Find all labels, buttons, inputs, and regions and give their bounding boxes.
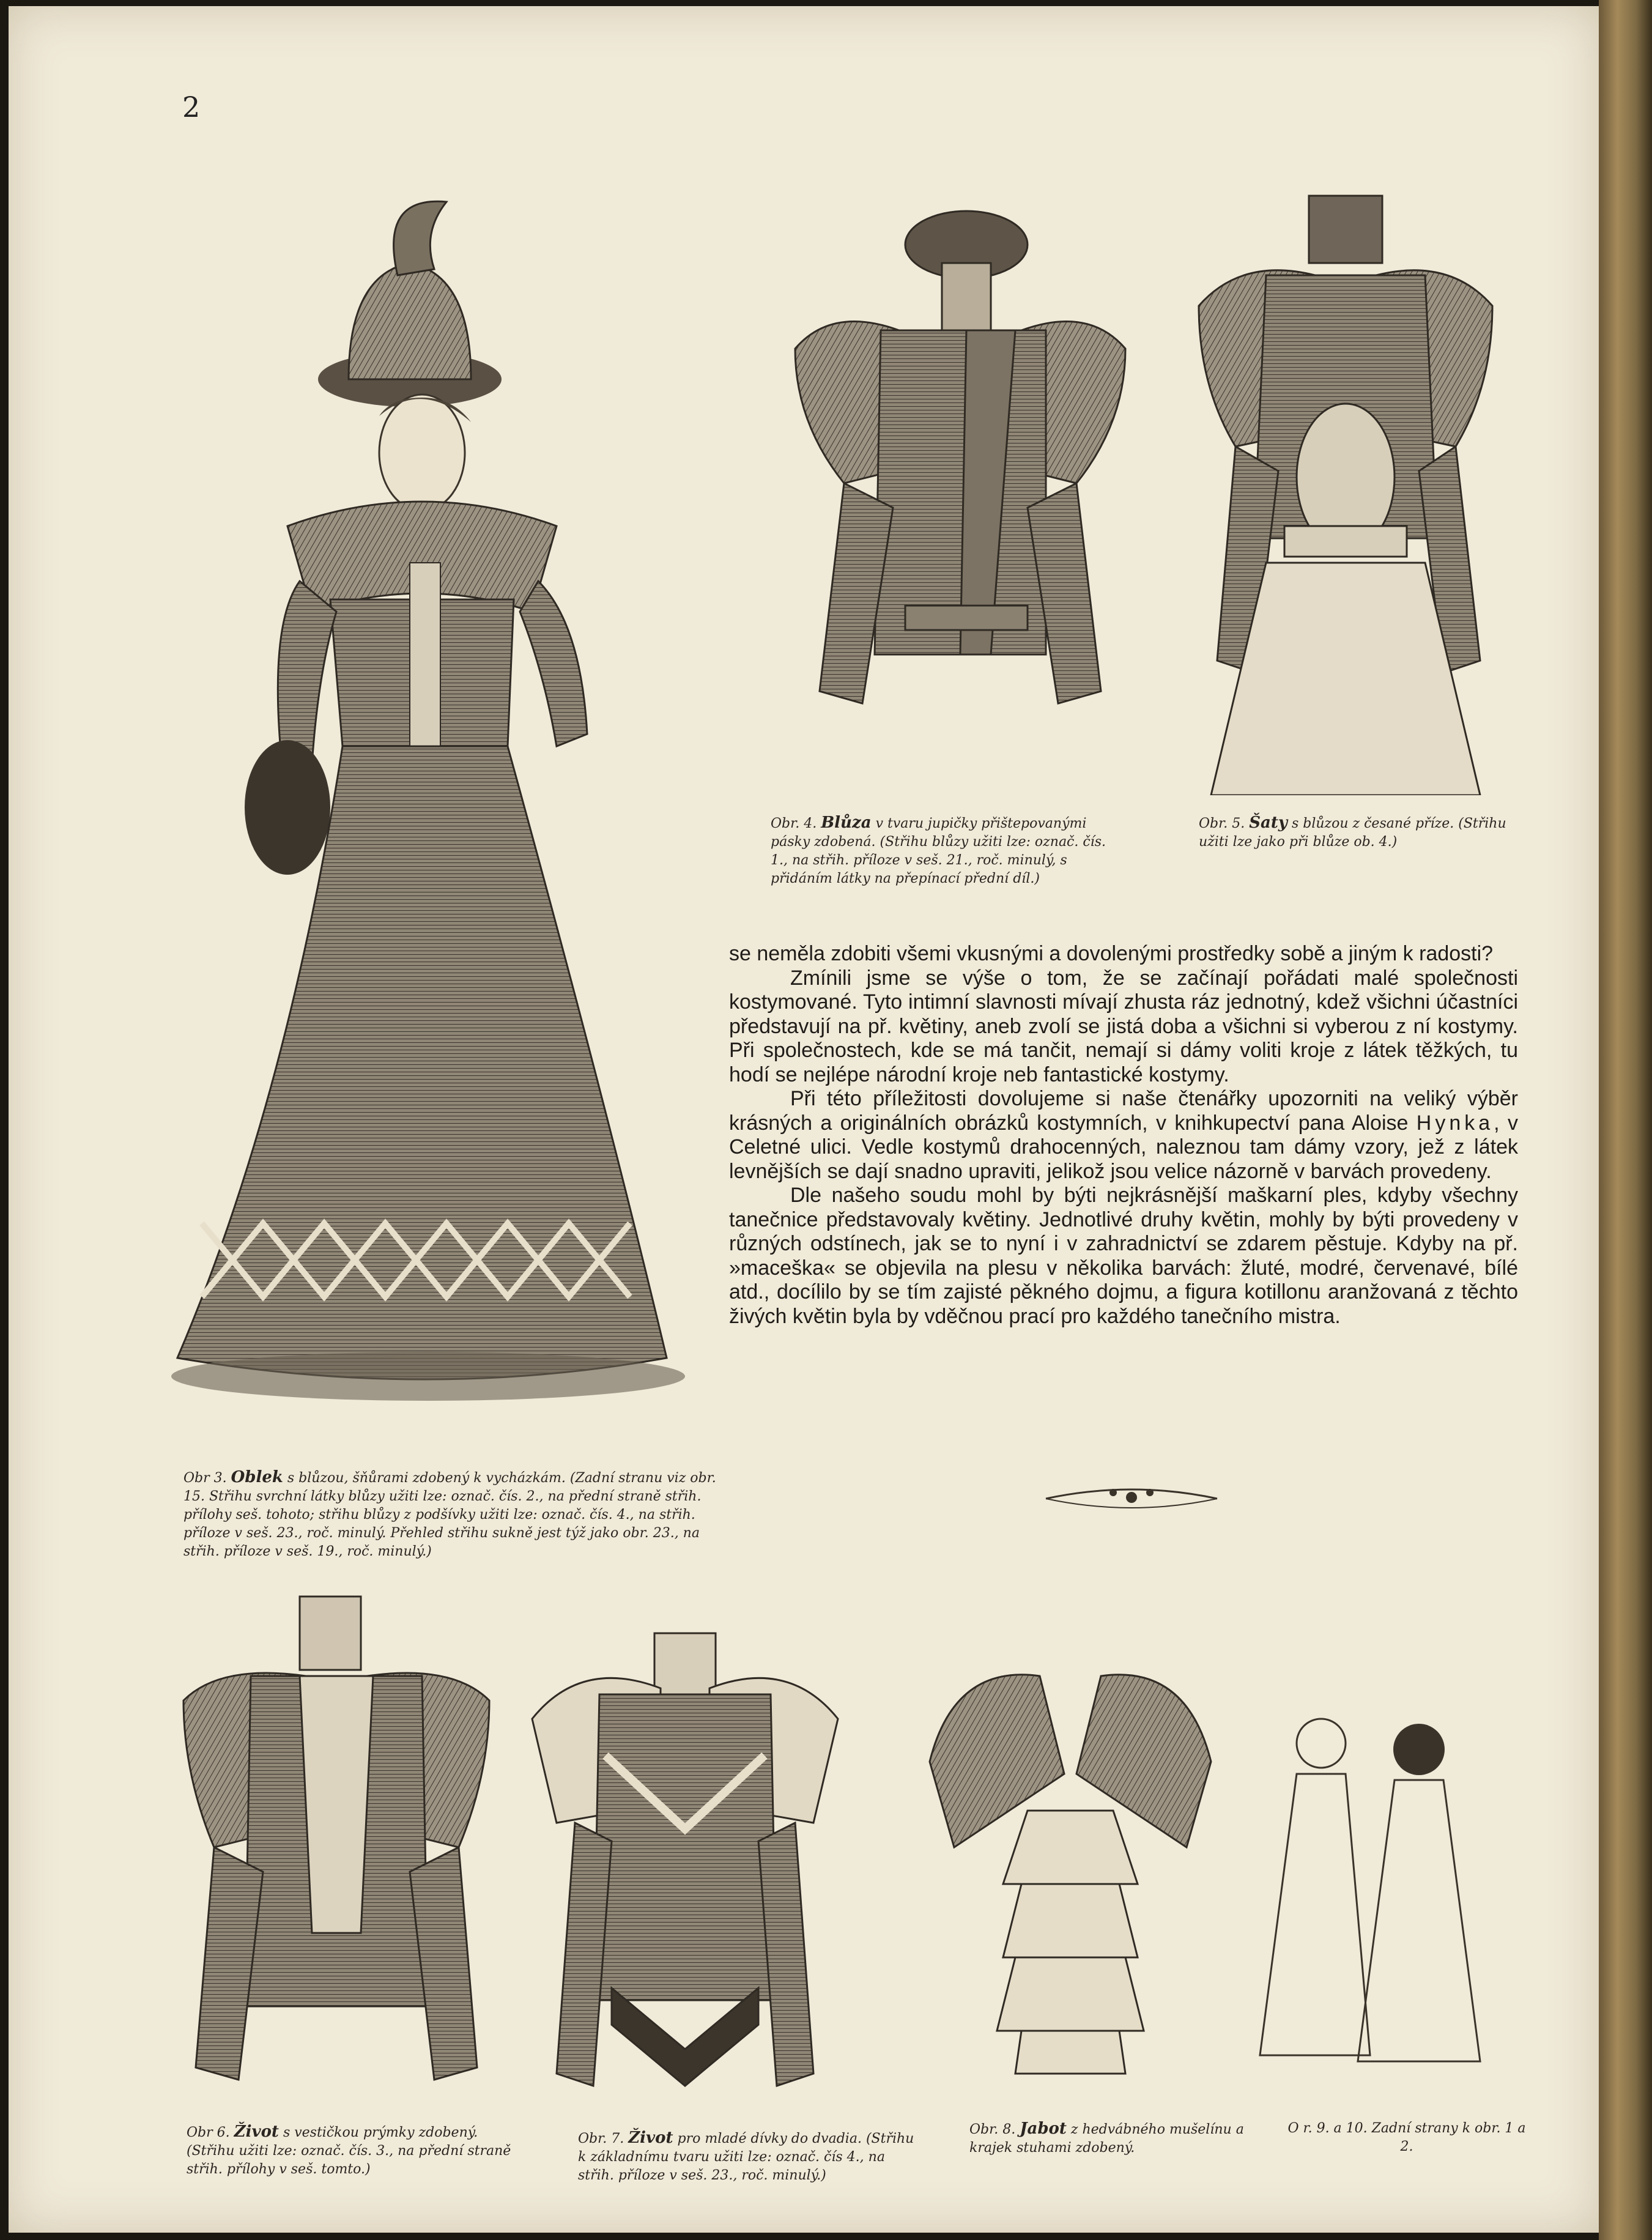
figure-8-jabot-illustration [917, 1652, 1223, 2080]
figures-9-10-caption: O r. 9. a 10. Zadní strany k obr. 1 a 2. [1287, 2121, 1526, 2154]
figure-6-caption: Obr 6. Život s vestičkou prýmky zdobený. (Střihu užiti lze: označ. čís. 3., na přední straně střih. přílohy v seš. tomto.) [187, 2123, 511, 2177]
paragraph-1: se neměla zdobiti všemi vkusnými a dovolenými prostředky sobě a jiným k radosti? [729, 942, 1494, 965]
figure-4-caption: Obr. 4. Blůza v tvaru jupičky přištepovanými pásky zdobená. (Střihu blůzy užiti lze: označ. čís. 1., na střih. příloze v seš. 21., roč. minulý, s přidáním látky na přepínací přední díl.) [771, 814, 1106, 886]
paragraph-2: Zmínili jsme se výše o tom, že se začínají pořádati malé společnosti kostymované. Tyto intimní slavnosti mívají zhusta ráz jednotný, kdež všichni účastníci představují na př. květiny, aneb zvolí se jistá doba a všichni si vyberou z ní kostymy. Při společnostech, kde se má tančit, nemají si dámy voliti kroje z látek těžkých, tu hodí se nejlépe národní kroje neb fantastické kostymy. [729, 966, 1518, 1086]
figure-7-girls-bodice-illustration [520, 1621, 850, 2104]
figure-4-jacket-blouse-illustration [758, 190, 1138, 728]
paragraph-4: Dle našeho soudu mohl by býti nejkrásnější maškarní ples, kdyby všechny tanečnice představovaly květiny. Jednotlivé druhy květin, mohly by býti provedeny v různých odstínech, jak se to nyní i v zahradnictví se zdarem pěstuje. Kdyby na př. »maceška« se objevila na plesu v několika barvách: žluté, modré, červenavé, bílé atd., docílilo by se tím zajisté pěkného dojmu, a figura kotillonu aranžovaná z těchto živých květin byla by vděčnou prací pro každého tanečního mistra. [729, 1184, 1518, 1328]
figure-8-caption: Obr. 8. Jabot z hedvábného mušelínu a krajek stuhami zdobený. [969, 2119, 1244, 2156]
figure-5-dress-blouse-illustration [1174, 184, 1517, 795]
figure-7-caption: Obr. 7. Život pro mladé dívky do dvadia. (Střihu k základnímu tvaru užiti lze: označ. čís 4., na střih. příloze v seš. 23., roč. minulý.) [578, 2129, 914, 2183]
article-body [729, 942, 1518, 1329]
figure-5-caption: Obr. 5. Šaty s blůzou z česané příze. (Střihu užiti lze jako při blůze ob. 4.) [1199, 814, 1506, 850]
paragraph-3: Při této příležitosti dovolujeme si naše čtenářky upozorniti na veliký výběr krásných a originálních obrázků kostymních, v knihkupectví pana Aloise Hynka, v Celetné ulici. Vedle kostymů drahocenných, naleznou tam dámy vzory, jež z látek levnějších se dají snadno upraviti, jelikož jsou velice názorně v barvách provedeny. [729, 1087, 1518, 1183]
floral-ornament-divider [1040, 1480, 1223, 1517]
figures-9-10-back-views-illustration [1248, 1700, 1492, 2080]
book-binding-edge [1599, 0, 1652, 2240]
page-number: 2 [182, 91, 201, 124]
bookseller-name: Hynka [1416, 1111, 1494, 1135]
figure-3-walking-costume-illustration [165, 184, 716, 1444]
figure-3-caption: Obr 3. Oblek s blůzou, šňůrami zdobený k vycházkám. (Zadní stranu viz obr. 15. Střihu svrchní látky blůzy užiti lze: označ. čís. 2., na přední straně střih. přílohy seš. tohoto; střihu blůzy z podšívky užiti lze: označ. čís. 4., na střih. příloze v seš. 23., roč. minulý. Přehled střihu sukně jest týž jako obr. 23., na střih. příloze v seš. 19., roč. minulý.) [183, 1468, 716, 1559]
figure-6-bodice-with-vest-illustration [165, 1590, 508, 2092]
